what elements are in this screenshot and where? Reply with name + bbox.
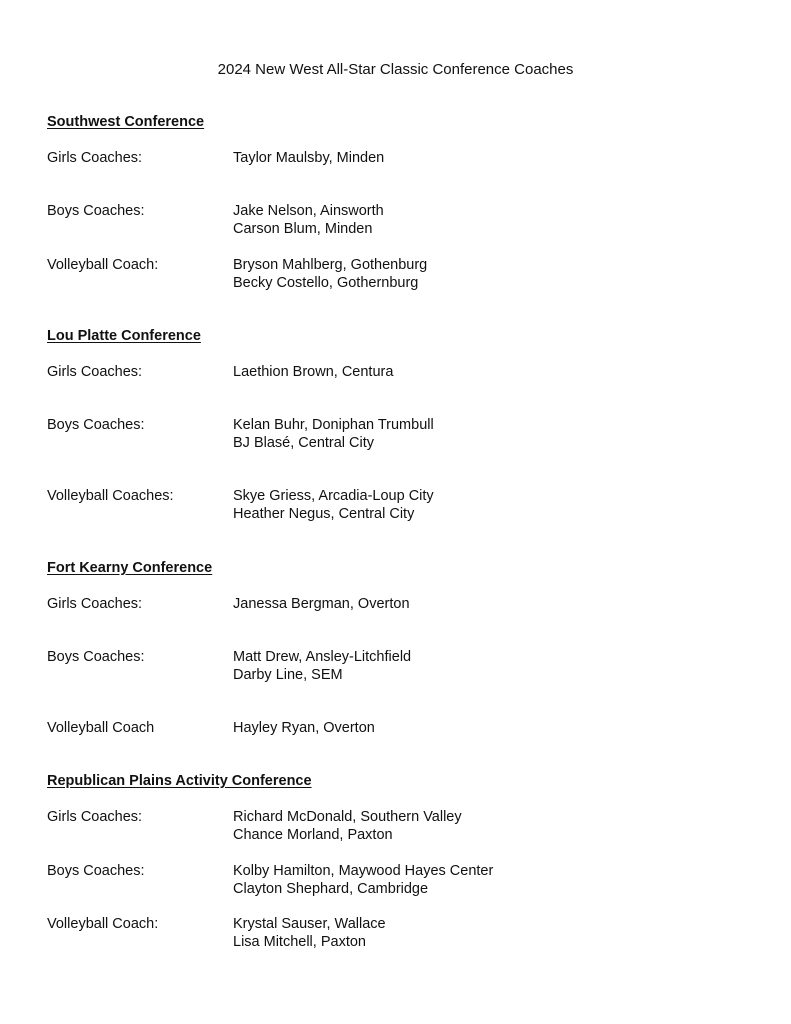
coach-entry: Taylor Maulsby, Minden bbox=[233, 150, 385, 166]
group-label: Girls Coaches: bbox=[47, 596, 143, 612]
coach-entry: Heather Negus, Central City bbox=[233, 506, 415, 522]
group-label: Boys Coaches: bbox=[47, 417, 145, 433]
coach-entry: Darby Line, SEM bbox=[233, 667, 343, 683]
conference-heading-lou-platte: Lou Platte Conference bbox=[47, 328, 201, 344]
coach-entry: Bryson Mahlberg, Gothenburg bbox=[233, 257, 428, 273]
coach-list bbox=[233, 648, 411, 684]
coach-entry: Laethion Brown, Centura bbox=[233, 364, 394, 380]
group-label: Boys Coaches: bbox=[47, 203, 145, 219]
coach-entry: Krystal Sauser, Wallace bbox=[233, 916, 386, 932]
group-label: Girls Coaches: bbox=[47, 150, 143, 166]
conference-heading-republican-plains: Republican Plains Activity Conference bbox=[47, 773, 312, 789]
group-label: Volleyball Coach: bbox=[47, 257, 159, 273]
group-label: Boys Coaches: bbox=[47, 863, 145, 879]
coach-list bbox=[233, 915, 386, 951]
coach-list bbox=[233, 808, 462, 844]
page-title: 2024 New West All-Star Classic Conference Coaches bbox=[217, 61, 574, 78]
group-label: Volleyball Coaches: bbox=[47, 488, 174, 504]
coach-list bbox=[233, 202, 384, 238]
group-label: Volleyball Coach bbox=[47, 720, 155, 736]
coach-entry: Kelan Buhr, Doniphan Trumbull bbox=[233, 417, 434, 433]
conference-heading-southwest: Southwest Conference bbox=[47, 114, 205, 130]
coach-entry: Lisa Mitchell, Paxton bbox=[233, 934, 366, 950]
coach-list bbox=[233, 416, 434, 452]
group-label: Volleyball Coach: bbox=[47, 916, 159, 932]
coach-list bbox=[233, 862, 493, 898]
coach-entry: Janessa Bergman, Overton bbox=[233, 596, 410, 612]
coach-entry: Skye Griess, Arcadia-Loup City bbox=[233, 488, 434, 504]
coach-entry: Richard McDonald, Southern Valley bbox=[233, 809, 462, 825]
coach-entry: Matt Drew, Ansley-Litchfield bbox=[233, 649, 412, 665]
coach-entry: BJ Blasé, Central City bbox=[233, 435, 375, 451]
conference-heading-fort-kearny: Fort Kearny Conference bbox=[47, 560, 213, 576]
coach-list bbox=[233, 719, 375, 737]
group-label: Boys Coaches: bbox=[47, 649, 145, 665]
coach-list bbox=[233, 256, 427, 292]
group-label: Girls Coaches: bbox=[47, 809, 143, 825]
coach-list bbox=[233, 363, 393, 381]
coach-entry: Clayton Shephard, Cambridge bbox=[233, 881, 429, 897]
coach-list bbox=[233, 595, 410, 613]
coach-entry: Carson Blum, Minden bbox=[233, 221, 373, 237]
group-label: Girls Coaches: bbox=[47, 364, 143, 380]
coach-entry: Hayley Ryan, Overton bbox=[233, 720, 375, 736]
coach-list bbox=[233, 149, 384, 167]
coach-entry: Kolby Hamilton, Maywood Hayes Center bbox=[233, 863, 494, 879]
coach-list bbox=[233, 487, 434, 523]
coach-entry: Chance Morland, Paxton bbox=[233, 827, 393, 843]
coach-entry: Becky Costello, Gothernburg bbox=[233, 275, 419, 291]
coach-entry: Jake Nelson, Ainsworth bbox=[233, 203, 384, 219]
